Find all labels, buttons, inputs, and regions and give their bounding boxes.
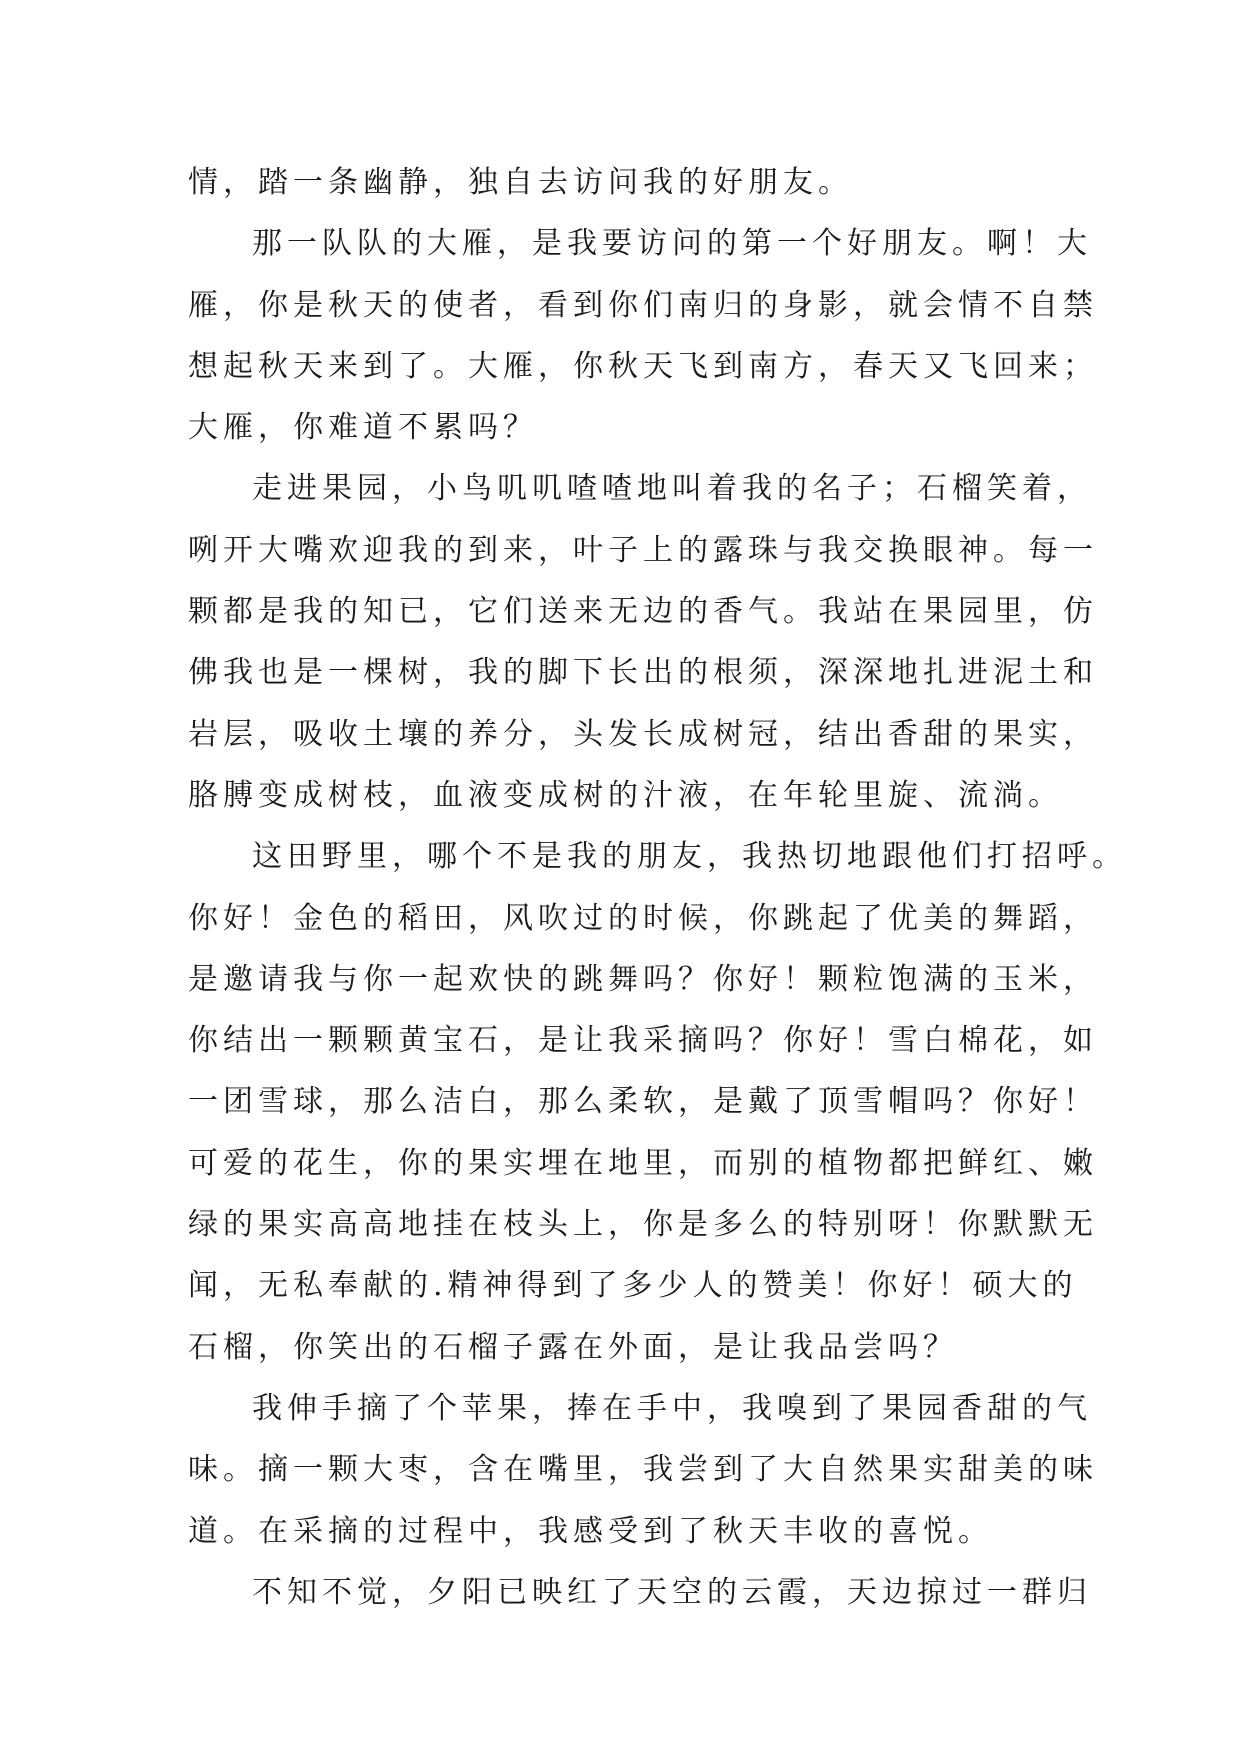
text-line: 佛我也是一棵树，我的脚下长出的根须，深深地扎进泥土和 — [188, 655, 1098, 691]
text-line: 岩层，吸收土壤的养分，头发长成树冠，结出香甜的果实， — [188, 716, 1098, 752]
text-line: 你好！金色的稻田，风吹过的时候，你跳起了优美的舞蹈， — [188, 900, 1098, 936]
text-line: 味。摘一颗大枣，含在嘴里，我尝到了大自然果实甜美的味 — [188, 1452, 1098, 1488]
text-line: 大雁，你难道不累吗？ — [188, 410, 538, 446]
text-line: 是邀请我与你一起欢快的跳舞吗？你好！颗粒饱满的玉米， — [188, 961, 1098, 997]
text-line: 这田野里，哪个不是我的朋友，我热切地跟他们打招呼。 — [252, 839, 1127, 875]
text-line: 一团雪球，那么洁白，那么柔软，是戴了顶雪帽吗？你好！ — [188, 1084, 1098, 1120]
text-line: 石榴，你笑出的石榴子露在外面，是让我品尝吗？ — [188, 1329, 958, 1365]
text-line: 走进果园，小鸟叽叽喳喳地叫着我的名子；石榴笑着， — [252, 471, 1092, 507]
text-line: 胳膊变成树枝，血液变成树的汁液，在年轮里旋、流淌。 — [188, 777, 1063, 813]
text-line: 咧开大嘴欢迎我的到来，叶子上的露珠与我交换眼神。每一 — [188, 532, 1098, 568]
text-line: 雁，你是秋天的使者，看到你们南归的身影，就会情不自禁 — [188, 287, 1098, 323]
body-text — [188, 152, 1127, 1623]
text-line: 颗都是我的知已，它们送来无边的香气。我站在果园里，仿 — [188, 594, 1098, 630]
text-line: 那一队队的大雁，是我要访问的第一个好朋友。啊！大 — [252, 226, 1092, 262]
text-line: 情，踏一条幽静，独自去访问我的好朋友。 — [188, 165, 853, 200]
text-line: 不知不觉，夕阳已映红了天空的云霞，天边掠过一群归 — [252, 1574, 1092, 1610]
text-line: 你结出一颗颗黄宝石，是让我采摘吗？你好！雪白棉花，如 — [188, 1023, 1098, 1059]
text-line: 我伸手摘了个苹果，捧在手中，我嗅到了果园香甜的气 — [252, 1390, 1092, 1426]
text-line: 道。在采摘的过程中，我感受到了秋天丰收的喜悦。 — [188, 1513, 993, 1549]
text-line: 闻，无私奉献的.精神得到了多少人的赞美！你好！硕大的 — [188, 1268, 1078, 1304]
text-line: 想起秋天来到了。大雁，你秋天飞到南方，春天又飞回来； — [188, 348, 1098, 384]
text-line: 可爱的花生，你的果实埋在地里，而别的植物都把鲜红、嫩 — [188, 1145, 1098, 1181]
text-line: 绿的果实高高地挂在枝头上，你是多么的特别呀！你默默无 — [188, 1207, 1098, 1243]
